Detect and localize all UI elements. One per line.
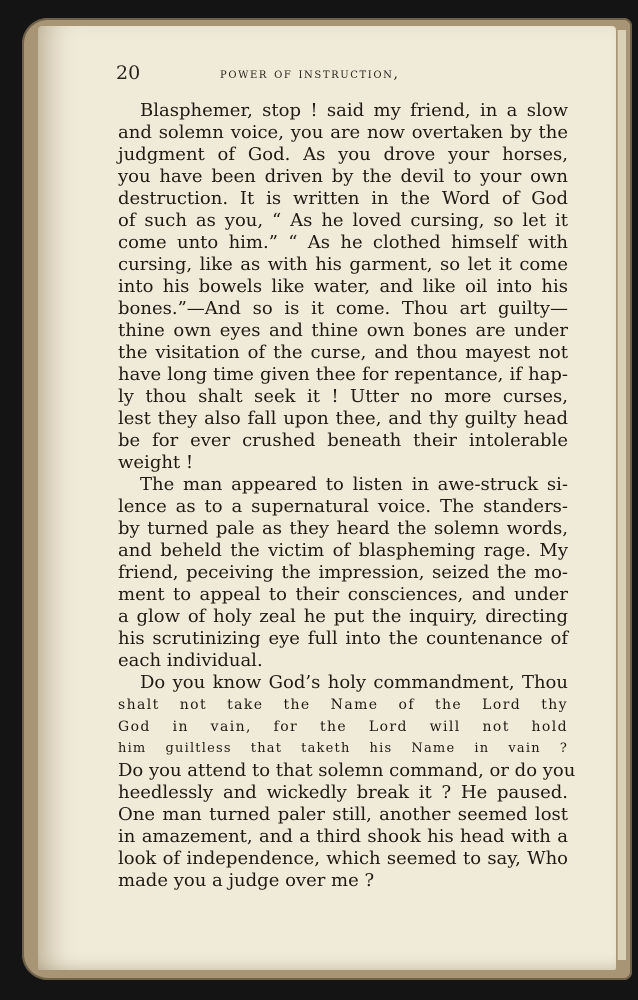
text-line: of such as you, “ As he loved cursing, so let it: [118, 210, 568, 231]
text-line: have long time given thee for repentance, if hap-: [118, 364, 568, 385]
text-line: the visitation of the curse, and thou mayest not: [118, 342, 568, 363]
running-head: power of instruction,: [220, 66, 400, 82]
text-line: each individual.: [118, 650, 263, 671]
text-line: One man turned paler still, another seemed lost: [118, 804, 568, 825]
text-line: friend, peceiving the impression, seized the mo-: [118, 562, 568, 583]
text-line: cursing, like as with his garment, so let it come: [118, 254, 568, 275]
text-line: bones.”—And so is it come. Thou art guilty—: [118, 298, 568, 319]
text-line: ly thou shalt seek it ! Utter no more curses,: [118, 386, 568, 407]
text-line: made you a judge over me ?: [118, 870, 375, 891]
text-line: Do you attend to that solemn command, or do you: [118, 760, 576, 781]
text-line: lest they also fall upon thee, and thy guilty head: [118, 408, 568, 429]
text-line: into his bowels like water, and like oil into his: [118, 276, 568, 297]
text-line: and solemn voice, you are now overtaken by the: [118, 122, 568, 143]
text-line: him guiltless that taketh his Name in vain ?: [118, 741, 568, 756]
text-line: look of independence, which seemed to say, Who: [118, 848, 568, 869]
text-line: shalt not take the Name of the Lord thy: [118, 697, 568, 713]
text-line: God in vain, for the Lord will not hold: [118, 719, 568, 735]
text-line: Blasphemer, stop ! said my friend, in a slow: [140, 100, 568, 121]
page-header: [116, 62, 460, 84]
text-line: lence as to a supernatural voice. The standers-: [118, 496, 568, 517]
text-line: be for ever crushed beneath their intolerable: [118, 430, 568, 451]
text-line: in amazement, and a third shook his head with a: [118, 826, 568, 847]
text-line: by turned pale as they heard the solemn words,: [118, 518, 568, 539]
page-edge: [617, 30, 626, 960]
text-line: and beheld the victim of blaspheming rage. My: [118, 540, 568, 561]
text-line: The man appeared to listen in awe-struck si-: [140, 474, 568, 495]
text-line: Do you know God’s holy commandment, Thou: [140, 672, 568, 693]
text-line: heedlessly and wickedly break it ? He paused.: [118, 782, 568, 803]
text-line: thine own eyes and thine own bones are under: [118, 320, 568, 341]
text-line: judgment of God. As you drove your horses,: [118, 144, 568, 165]
text-line: destruction. It is written in the Word of God: [118, 188, 568, 209]
text-line: a glow of holy zeal he put the inquiry, directing: [118, 606, 568, 627]
text-line: his scrutinizing eye full into the countenance of: [118, 628, 568, 649]
text-line: come unto him.” “ As he clothed himself with: [118, 232, 568, 253]
body-text: [118, 100, 576, 892]
text-line: you have been driven by the devil to your own: [118, 166, 568, 187]
text-line: ment to appeal to their consciences, and under: [118, 584, 568, 605]
page-number: 20: [116, 62, 141, 84]
text-line: weight !: [118, 452, 194, 473]
